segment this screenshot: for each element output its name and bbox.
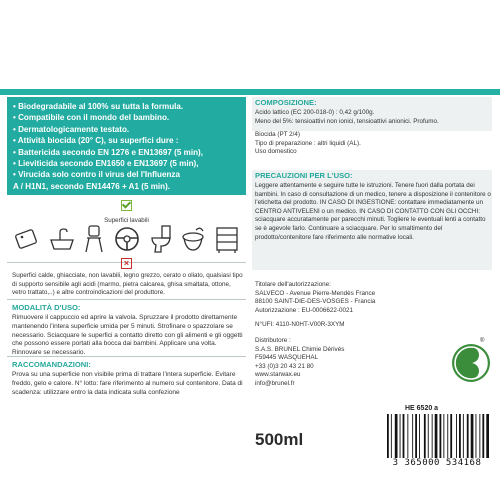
- distributor-line: S.A.S. BRUNEL Chimie Dérivés: [255, 345, 345, 353]
- ufi-code: N°UFI: 4110-N0HT-V00R-3XYM: [255, 321, 345, 329]
- benefit-line: • Dermatologicamente testato.: [13, 124, 130, 134]
- not-suitable-icon: ×: [121, 258, 132, 269]
- he-code: HE 6520 a: [405, 405, 439, 412]
- authorization-line: Titolare dell'autorizzazione:: [255, 281, 331, 288]
- not-suitable-surfaces: Superfici calde, ghiacciate, non lavabili, legno grezzo, cerato o oliato, qualsiasi tipo di supporto sensibile agli acidi (marmo, pietra calcarea, ghisa smaltata, ottone, vetro trattato,..) e altre controindicazioni del produttore.: [12, 272, 243, 297]
- usage-text: Rimuovere il cappuccio ed aprire la valvola. Spruzzare il prodotto direttamente mantenendo l'intera superficie umida per 5 minuti. Strofinare o spazzolare se necessario. Sciacquare le superfici a contatto diretto con gli alimenti e gli oggetti che possono essere portati alla bocca dai bambini. Applicare una volta. Rinnovare se necessario.: [12, 314, 243, 357]
- benefits-box: [7, 97, 246, 195]
- recommendations-heading: RACCOMANDAZIONI:: [12, 360, 91, 369]
- benefit-line: A / H1N1, secondo EN14476 + A1 (5 min).: [13, 181, 171, 191]
- distributor-line: Distributore :: [255, 337, 291, 344]
- cutting-board-icon: [14, 226, 40, 252]
- check-icon: [121, 200, 132, 211]
- benefit-line: • Attività biocida (20° C), su superfici dure :: [13, 136, 179, 146]
- composition-heading: COMPOSIZIONE:: [255, 98, 317, 107]
- authorization-line: SALVECO - Avenue Pierre-Mendès France: [255, 289, 376, 297]
- top-accent-band: [0, 89, 500, 95]
- benefit-line: • Compatibile con il mondo del bambino.: [13, 113, 170, 123]
- potty-icon: [180, 225, 206, 253]
- composition-line: Uso domestico: [255, 148, 297, 156]
- benefit-line: • Virucida solo contro il virus del l'Influenza: [13, 170, 180, 180]
- benefit-line: • Biodegradabile al 100% su tutta la formula.: [13, 102, 184, 111]
- green-dot-recycling-logo: [451, 343, 491, 383]
- washable-surfaces-header: [7, 198, 246, 224]
- composition-line: Acido lattico (EC 200-018-0) : 0,42 g/100g.: [255, 109, 375, 116]
- registered-mark: ®: [480, 338, 485, 344]
- authorization-line: 88100 SAINT-DIE-DES-VOSGES - Francia: [255, 298, 376, 306]
- precautions-heading: PRECAUZIONI PER L'USO:: [255, 171, 353, 180]
- composition-line: Meno del 5%: tensioattivi non ionici, tensioattivi anionici. Profumo.: [255, 117, 439, 125]
- composition-line: Biocida (PT 2/4): [255, 131, 301, 139]
- changing-table-icon: [214, 224, 240, 254]
- distributor-line: +33 (0)3 20 43 21 80: [255, 362, 314, 370]
- distributor-block: [255, 337, 435, 389]
- benefit-line: • Lieviticida secondo EN1650 e EN13697 (5 min),: [13, 159, 199, 169]
- divider: [7, 356, 246, 357]
- distributor-line: www.starwax.eu: [255, 371, 301, 379]
- high-chair-icon: [83, 224, 105, 254]
- usage-heading: MODALITÀ D'USO:: [12, 303, 81, 312]
- benefit-line: • Battericida secondo EN 1276 e EN13697 (5 min),: [13, 147, 203, 157]
- recommendations-text: Prova su una superficie non visibile prima di trattare l'intera superficie. Evitare freddo, gelo e calore. N° lotto: fare riferimento al numero sul contenitore. Data di scadenza: utilizzare entro la data indicata sulla confezione: [12, 371, 243, 396]
- composition-text: [255, 109, 491, 157]
- divider: [7, 299, 246, 300]
- steering-wheel-icon: [113, 225, 141, 253]
- barcode: [383, 414, 491, 458]
- distributor-line: F59445 WASQUEHAL: [255, 354, 319, 362]
- composition-line: Tipo di preparazione : altri liquidi (AL).: [255, 139, 361, 147]
- toilet-icon: [149, 224, 173, 254]
- distributor-line: info@brunel.fr: [255, 379, 295, 387]
- volume: 500ml: [255, 430, 304, 449]
- authorization-block: [255, 281, 491, 330]
- sink-icon: [48, 226, 76, 252]
- barcode-number: 3 365000 534168: [392, 458, 482, 468]
- precautions-text: Leggere attentamente e seguire tutte le istruzioni. Tenere fuori dalla portata dei bambini. In caso di consultazione di un medico, tenere a disposizione il contenitore o l'etichetta del prodotto. IN CASO DI INGESTIONE: contattare immediatamente un CENTRO ANTIVELENI o un medico. IN CASO DI CONTATTO CON GLI OCCHI: sciacquare accuratamente per parecchi minuti. Togliere le eventuali lenti a contatto se è agevole farlo. Continuare a sciacquare. Per lo smaltimento del prodotto/contenitore fare riferimento alle normative locali.: [255, 182, 491, 241]
- surface-icons-row: [14, 222, 240, 256]
- washable-surfaces-label: Superfici lavabili: [104, 217, 149, 224]
- authorization-line: Autorizzazione : EU-0006622-0021: [255, 306, 354, 314]
